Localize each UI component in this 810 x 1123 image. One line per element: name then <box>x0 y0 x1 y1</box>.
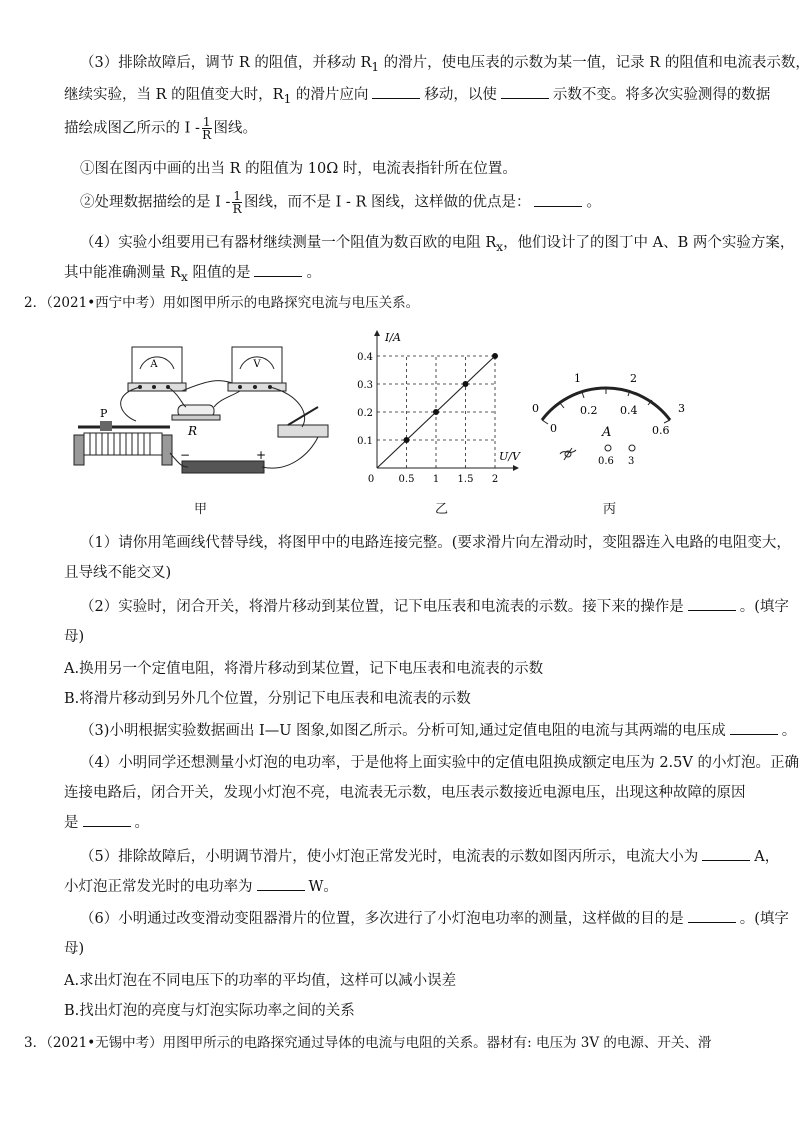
q2-p5-line1: （5）排除故障后，小明调节滑片，使小灯泡正常发光时，电流表的示数如图丙所示，电流大小为 A， <box>80 846 754 868</box>
scale-bottom-1: 0.2 <box>580 404 598 417</box>
svg-text:A: A <box>150 359 158 370</box>
q1-item2: ②处理数据描绘的是 I - $\frac{1}{R}$ 图线，而不是 I - R 图线，这样做的优点是： 。 <box>80 189 601 216</box>
data-point-1 <box>433 409 439 415</box>
y-tick-1: 0.2 <box>357 408 373 419</box>
y-axis-arrow <box>374 330 380 336</box>
q2-p1-line1: （1）请你用笔画线代替导线，将图甲中的电路连接完整。(要求滑片向左滑动时，变阻器连入电路的电阻变大， <box>80 535 791 551</box>
fraction-1-over-R: $\frac{1}{R}$ <box>202 115 212 142</box>
q1-p3-line2: 继续实验，当 R 的阻值变大时，$R_1$ 的滑片应向 移动，以使 示数不变。将多次实验测得的数据 <box>64 84 754 110</box>
terminal-label-3: 3 <box>628 456 635 467</box>
label-P: P <box>100 407 108 420</box>
data-point-0 <box>404 437 410 443</box>
q2-header: 2．（2021•西宁中考）用如图甲所示的电路探究电流与电压关系。 <box>24 295 420 311</box>
figure-yi-graph <box>355 328 520 488</box>
x-tick-1: 0.5 <box>398 474 415 485</box>
y-tick-3: 0.4 <box>357 352 373 363</box>
caption-jia: 甲 <box>194 502 208 517</box>
ammeter-unit: A <box>602 425 612 440</box>
q2-p4-line2: 连接电路后，闭合开关，发现小灯泡不亮，电流表无示数，电压表示数接近电源电压，出现这种故障的原因 <box>64 785 746 801</box>
caption-bing: 丙 <box>603 502 617 517</box>
terminal-3 <box>629 445 635 451</box>
x-axis-arrow <box>513 465 519 471</box>
q2-option6-a: A.求出灯泡在不同电压下的功率的平均值，这样可以减小误差 <box>64 973 457 989</box>
q2-p2-line2: 母) <box>64 629 85 645</box>
q2-p2-line1: （2）实验时，闭合开关，将滑片移动到某位置，记下电压表和电流表的示数。接下来的操作是 。(填字 <box>80 596 754 618</box>
voltmeter-device <box>228 347 286 391</box>
figure-jia-circuit <box>70 335 340 485</box>
q1-p3-line3: 描绘成图乙所示的 I - $\frac{1}{R}$ 图线。 <box>64 115 257 142</box>
figure-bing-ammeter <box>520 368 700 468</box>
q1-p4-line1: （4）实验小组要用已有器材继续测量一个阻值为数百欧的电阻 $R_x$，他们设计了的图丁中 A、B 两个实验方案， <box>80 235 795 254</box>
resistor-R <box>172 405 220 420</box>
switch-device <box>278 407 328 437</box>
q2-p3: （3)小明根据实验数据画出 I—U 图象,如图乙所示。分析可知,通过定值电阻的电流与其两端的电压成 。 <box>80 720 754 742</box>
y-tick-2: 0.3 <box>357 380 373 391</box>
q3-header: 3．（2021•无锡中考）用图甲所示的电路探究通过导体的电流与电阻的关系。器材有: 电压为 3V 的电源、开关、滑 <box>24 1035 712 1051</box>
q2-p4-line1: （4）小明同学还想测量小灯泡的电功率，于是他将上面实验中的定值电阻换成额定电压为 2.5V 的小灯泡。正确 <box>80 755 799 771</box>
answer-blank[interactable] <box>501 84 549 99</box>
answer-blank[interactable] <box>83 812 131 827</box>
q2-option-b: B.将滑片移动到另外几个位置，分别记下电压表和电流表的示数 <box>64 691 471 707</box>
ammeter-device <box>128 347 186 391</box>
y-tick-0: 0.1 <box>357 436 373 447</box>
svg-text:V: V <box>253 359 261 370</box>
x-tick-2: 1 <box>432 474 440 485</box>
q2-option-a: A.换用另一个定值电阻，将滑片移动到某位置，记下电压表和电流表的示数 <box>64 661 544 677</box>
scale-top-3: 3 <box>678 402 685 415</box>
rheostat-device <box>74 421 172 465</box>
x-axis-label: U/V <box>499 450 520 463</box>
scale-bottom-2: 0.4 <box>620 404 638 417</box>
caption-yi: 乙 <box>435 502 449 517</box>
q2-p1-line2: 且导线不能交叉) <box>64 565 172 581</box>
answer-blank[interactable] <box>257 876 305 891</box>
scale-top-0: 0 <box>532 402 539 415</box>
x-tick-0: 0 <box>367 474 375 485</box>
scale-bottom-0: 0 <box>550 422 557 435</box>
q1-p3-line1: （3）排除故障后，调节 R 的阻值，并移动 $R_1$ 的滑片，使电压表的示数为某一值，记录 R 的阻值和电流表示数， <box>80 55 810 74</box>
answer-blank[interactable] <box>702 846 750 861</box>
x-tick-4: 2 <box>491 474 499 485</box>
q2-p5-line2: 小灯泡正常发光时的电功率为 W。 <box>64 876 754 898</box>
terminal-0.6 <box>605 445 611 451</box>
y-axis-label: I/A <box>385 331 401 344</box>
answer-blank[interactable] <box>688 596 736 611</box>
q2-p4-line3: 是 。 <box>64 812 754 834</box>
q2-p6-line1: （6）小明通过改变滑动变阻器滑片的位置，多次进行了小灯泡电功率的测量，这样做的目的是 。(填字 <box>80 908 754 930</box>
scale-top-1: 1 <box>574 372 581 385</box>
q1-p4-line2: 其中能准确测量 $R_x$ 阻值的是 。 <box>64 262 754 288</box>
answer-blank[interactable] <box>254 262 302 277</box>
data-point-3 <box>492 353 498 359</box>
answer-blank[interactable] <box>372 84 420 99</box>
label-R: R <box>188 424 198 438</box>
fraction-1-over-R: $\frac{1}{R}$ <box>232 189 242 216</box>
terminal-label-0.6: 0.6 <box>598 456 614 467</box>
q2-p6-line2: 母) <box>64 941 85 957</box>
svg-text:−: − <box>180 448 191 462</box>
battery-device <box>180 448 266 473</box>
scale-bottom-3: 0.6 <box>652 424 670 437</box>
svg-text:+: + <box>256 448 267 462</box>
answer-blank[interactable] <box>730 720 778 735</box>
scale-top-2: 2 <box>630 372 637 385</box>
q1-item1: ①图在图丙中画的出当 R 的阻值为 10Ω 时，电流表指针所在位置。 <box>80 161 517 177</box>
q2-option6-b: B.找出灯泡的亮度与灯泡实际功率之间的关系 <box>64 1003 355 1019</box>
x-tick-3: 1.5 <box>457 474 474 485</box>
data-point-2 <box>463 381 469 387</box>
answer-blank[interactable] <box>534 192 582 207</box>
answer-blank[interactable] <box>688 908 736 923</box>
